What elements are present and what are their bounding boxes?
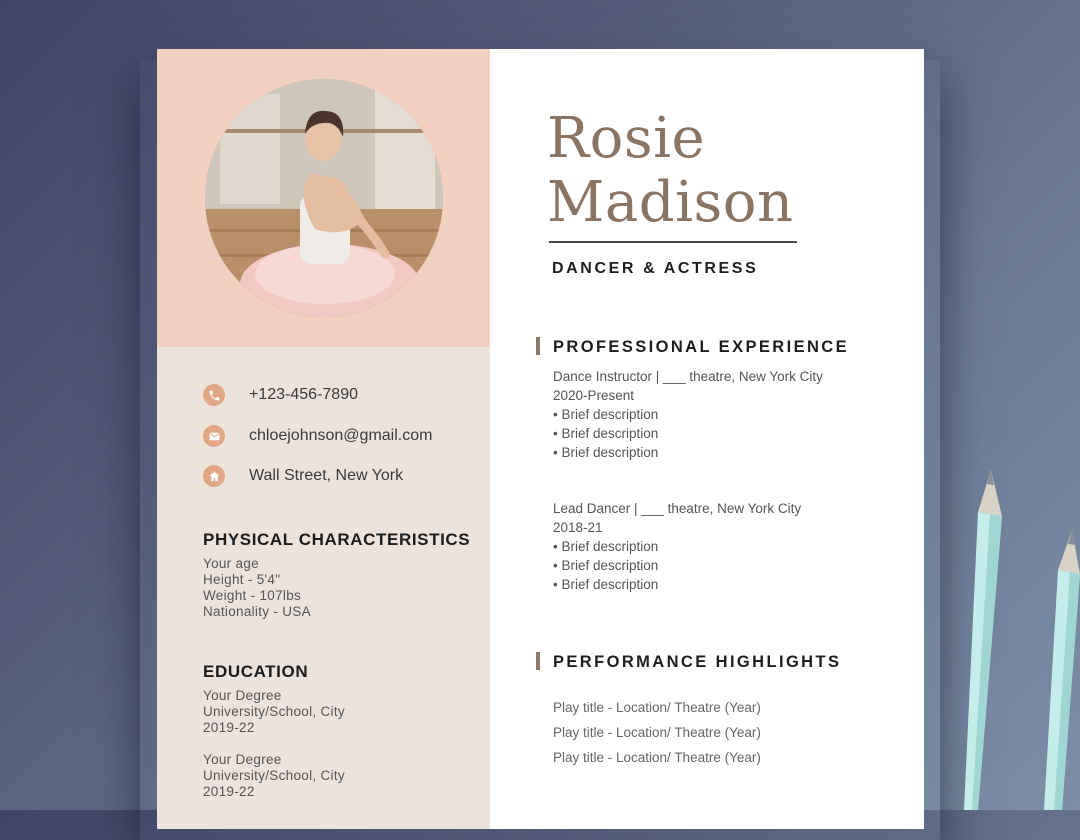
phone-icon — [203, 384, 225, 406]
job-bullet: • Brief description — [553, 445, 659, 460]
job-bullet: • Brief description — [553, 577, 659, 592]
performance-item: Play title - Location/ Theatre (Year) — [553, 750, 761, 765]
education-school: University/School, City — [203, 704, 345, 719]
contact-email — [203, 425, 432, 447]
job-period: 2020-Present — [553, 388, 635, 403]
physical-line: Weight - 107lbs — [203, 588, 302, 603]
name-divider — [549, 241, 797, 243]
job-period: 2018-21 — [553, 520, 603, 535]
education-school: University/School, City — [203, 768, 345, 783]
education-degree: Your Degree — [203, 688, 282, 703]
email-text: chloejohnson@gmail.com — [249, 427, 433, 444]
job-title: Lead Dancer | ___ theatre, New York City — [553, 501, 802, 516]
dancer-photo-image — [205, 79, 443, 317]
pencils-decoration — [950, 470, 1080, 810]
address-text: Wall Street, New York — [249, 467, 404, 484]
education-heading: EDUCATION — [203, 662, 309, 681]
physical-line: Height - 5'4" — [203, 572, 281, 587]
photo-panel — [157, 49, 490, 347]
role-title: DANCER & ACTRESS — [552, 260, 759, 277]
education-years: 2019-22 — [203, 784, 255, 799]
section-marker — [536, 337, 540, 355]
education-degree: Your Degree — [203, 752, 282, 767]
mail-icon — [203, 425, 225, 447]
job-bullet: • Brief description — [553, 558, 659, 573]
contact-phone — [203, 384, 358, 406]
physical-heading: PHYSICAL CHARACTERISTICS — [203, 530, 471, 549]
phone-text: +123-456-7890 — [249, 386, 358, 403]
pencil-left — [964, 470, 1002, 810]
education-years: 2019-22 — [203, 720, 255, 735]
section-marker — [536, 652, 540, 670]
last-name: Madison — [547, 170, 794, 235]
performance-item: Play title - Location/ Theatre (Year) — [553, 725, 761, 740]
physical-line: Nationality - USA — [203, 604, 311, 619]
first-name: Rosie — [547, 106, 706, 171]
contact-address — [203, 465, 403, 487]
physical-line: Your age — [203, 556, 259, 571]
job-bullet: • Brief description — [553, 407, 659, 422]
job-bullet: • Brief description — [553, 426, 659, 441]
performance-item: Play title - Location/ Theatre (Year) — [553, 700, 761, 715]
job-bullet: • Brief description — [553, 539, 659, 554]
profile-photo — [205, 79, 443, 317]
pencil-right — [1044, 530, 1080, 810]
resume-sheet — [157, 49, 924, 829]
performance-heading: PERFORMANCE HIGHLIGHTS — [553, 653, 842, 671]
job-title: Dance Instructor | ___ theatre, New York City — [553, 369, 823, 384]
home-icon — [203, 465, 225, 487]
experience-heading: PROFESSIONAL EXPERIENCE — [553, 338, 850, 356]
resume-name — [547, 107, 794, 235]
